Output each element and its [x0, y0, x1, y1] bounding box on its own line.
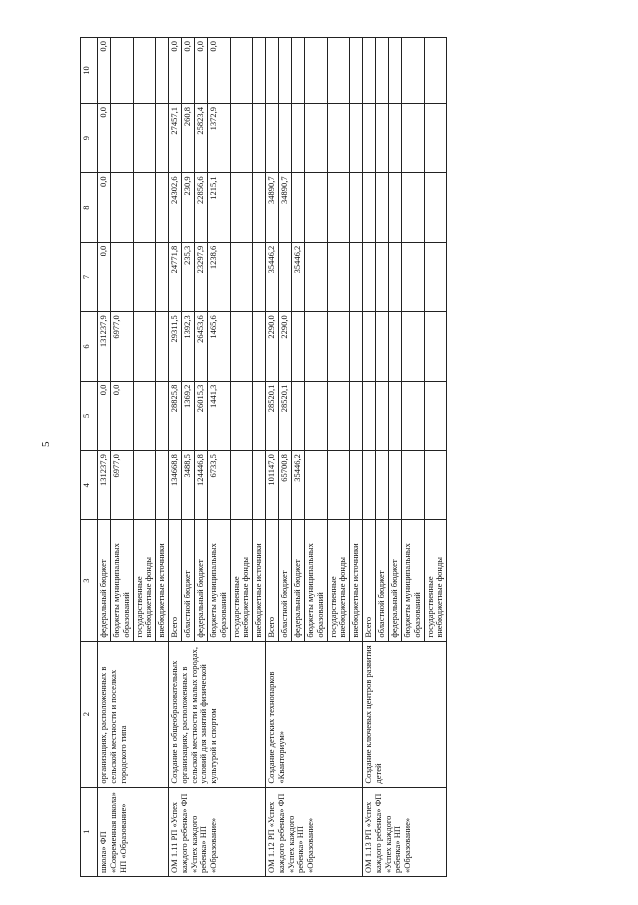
amount-cell — [376, 381, 389, 450]
amount-cell — [327, 451, 350, 520]
amount-cell: 260,8 — [182, 103, 195, 172]
amount-cell — [156, 381, 169, 450]
amount-cell — [133, 381, 156, 450]
funding-source-cell: федеральный бюджет — [292, 520, 305, 641]
amount-cell: 0,0 — [111, 381, 134, 450]
amount-cell — [253, 103, 266, 172]
funding-source-cell: областной бюджет — [376, 520, 389, 641]
amount-cell — [292, 38, 305, 104]
column-header: 1 — [81, 787, 98, 876]
amount-cell: 134668,8 — [169, 451, 182, 520]
amount-cell — [230, 173, 253, 242]
amount-cell: 24302,6 — [169, 173, 182, 242]
amount-cell — [156, 38, 169, 104]
amount-cell — [230, 242, 253, 311]
amount-cell — [402, 451, 425, 520]
measure-name-cell: Создание детских технопарков «Кванториум» — [266, 641, 363, 787]
amount-cell — [279, 242, 292, 311]
amount-cell — [156, 451, 169, 520]
amount-cell — [292, 173, 305, 242]
amount-cell: 23297,9 — [195, 242, 208, 311]
funding-source-cell: бюджеты муниципальных образований — [208, 520, 231, 641]
amount-cell: 1369,2 — [182, 381, 195, 450]
column-header: 5 — [81, 381, 98, 450]
amount-cell: 1441,3 — [208, 381, 231, 450]
amount-cell — [350, 103, 363, 172]
measure-name-cell: организациях, расположенных в сельской местности и поселках городского типа — [98, 641, 169, 787]
amount-cell: 65700,8 — [279, 451, 292, 520]
amount-cell — [327, 242, 350, 311]
amount-cell — [230, 38, 253, 104]
amount-cell: 26015,3 — [195, 381, 208, 450]
amount-cell — [327, 173, 350, 242]
funding-source-cell: Всего — [169, 520, 182, 641]
amount-cell: 124446,8 — [195, 451, 208, 520]
funding-source-cell: Всего — [266, 520, 279, 641]
amount-cell: 6977,0 — [111, 312, 134, 381]
amount-cell: 0,0 — [208, 38, 231, 104]
amount-cell: 131237,9 — [98, 312, 111, 381]
amount-cell — [266, 103, 279, 172]
amount-cell: 235,3 — [182, 242, 195, 311]
measure-code-cell: школа» ФП «Современная школа» НП «Образование» — [98, 787, 169, 876]
amount-cell — [156, 103, 169, 172]
funding-source-cell: бюджеты муниципальных образований — [111, 520, 134, 641]
amount-cell — [292, 381, 305, 450]
column-header: 4 — [81, 451, 98, 520]
amount-cell: 34890,7 — [266, 173, 279, 242]
amount-cell — [363, 173, 376, 242]
amount-cell — [424, 103, 447, 172]
amount-cell: 35446,2 — [292, 242, 305, 311]
funding-source-cell: внебюджетные источники — [350, 520, 363, 641]
column-header: 3 — [81, 520, 98, 641]
amount-cell — [389, 173, 402, 242]
amount-cell — [279, 103, 292, 172]
amount-cell — [279, 38, 292, 104]
amount-cell — [376, 173, 389, 242]
amount-cell: 1392,3 — [182, 312, 195, 381]
amount-cell — [111, 242, 134, 311]
amount-cell — [305, 451, 328, 520]
amount-cell — [402, 381, 425, 450]
amount-cell — [376, 38, 389, 104]
amount-cell — [402, 173, 425, 242]
amount-cell — [305, 38, 328, 104]
funding-source-cell: федеральный бюджет — [389, 520, 402, 641]
amount-cell — [133, 38, 156, 104]
amount-cell — [376, 451, 389, 520]
funding-source-cell: бюджеты муниципальных образований — [402, 520, 425, 641]
amount-cell — [253, 381, 266, 450]
table-row — [169, 38, 182, 877]
amount-cell — [292, 103, 305, 172]
amount-cell — [327, 312, 350, 381]
amount-cell: 28520,1 — [266, 381, 279, 450]
amount-cell — [350, 312, 363, 381]
amount-cell: 0,0 — [98, 381, 111, 450]
amount-cell: 0,0 — [195, 38, 208, 104]
amount-cell — [376, 242, 389, 311]
amount-cell — [363, 381, 376, 450]
funding-source-cell: внебюджетные источники — [253, 520, 266, 641]
funding-source-cell: внебюджетные источники — [156, 520, 169, 641]
measure-name-cell: Создание ключевых центров развития детей — [363, 641, 447, 787]
measure-name-cell: Создание в общеобразовательных организациях, расположенных в сельской местности и малых городах, условий для занятий физической культурой и спортом — [169, 641, 266, 787]
amount-cell — [389, 103, 402, 172]
amount-cell: 6733,5 — [208, 451, 231, 520]
amount-cell — [363, 242, 376, 311]
amount-cell — [350, 173, 363, 242]
amount-cell — [389, 242, 402, 311]
amount-cell — [253, 312, 266, 381]
amount-cell: 1238,6 — [208, 242, 231, 311]
amount-cell — [305, 312, 328, 381]
column-header: 10 — [81, 38, 98, 104]
amount-cell — [363, 451, 376, 520]
budget-table — [80, 37, 447, 877]
amount-cell: 6977,0 — [111, 451, 134, 520]
amount-cell — [424, 242, 447, 311]
funding-source-cell: бюджеты муниципальных образований — [305, 520, 328, 641]
table-body — [98, 38, 447, 877]
amount-cell — [389, 312, 402, 381]
table-row — [363, 38, 376, 877]
amount-cell: 0,0 — [98, 173, 111, 242]
amount-cell — [327, 38, 350, 104]
funding-source-cell: областной бюджет — [182, 520, 195, 641]
amount-cell — [402, 312, 425, 381]
amount-cell — [389, 451, 402, 520]
column-header: 7 — [81, 242, 98, 311]
amount-cell — [327, 103, 350, 172]
amount-cell — [389, 38, 402, 104]
amount-cell — [350, 38, 363, 104]
amount-cell — [133, 242, 156, 311]
amount-cell — [389, 381, 402, 450]
column-header: 8 — [81, 173, 98, 242]
amount-cell — [156, 312, 169, 381]
amount-cell — [230, 103, 253, 172]
amount-cell — [363, 103, 376, 172]
amount-cell — [133, 103, 156, 172]
amount-cell: 25823,4 — [195, 103, 208, 172]
amount-cell: 2290,0 — [266, 312, 279, 381]
amount-cell: 101147,0 — [266, 451, 279, 520]
table-row — [266, 38, 279, 877]
amount-cell — [111, 173, 134, 242]
funding-source-cell: государственные внебюджетные фонды — [133, 520, 156, 641]
funding-source-cell: областной бюджет — [279, 520, 292, 641]
page-number: 5 — [40, 441, 52, 447]
amount-cell: 0,0 — [182, 38, 195, 104]
amount-cell — [363, 38, 376, 104]
amount-cell — [230, 451, 253, 520]
amount-cell — [266, 38, 279, 104]
column-header: 6 — [81, 312, 98, 381]
amount-cell — [133, 173, 156, 242]
amount-cell: 0,0 — [169, 38, 182, 104]
amount-cell — [133, 451, 156, 520]
amount-cell: 28825,8 — [169, 381, 182, 450]
header-row — [81, 38, 98, 877]
amount-cell — [230, 381, 253, 450]
amount-cell — [350, 451, 363, 520]
amount-cell — [111, 38, 134, 104]
amount-cell — [292, 312, 305, 381]
amount-cell — [305, 103, 328, 172]
amount-cell — [327, 381, 350, 450]
amount-cell: 35446,2 — [292, 451, 305, 520]
funding-source-cell: государственные внебюджетные фонды — [327, 520, 350, 641]
amount-cell — [305, 381, 328, 450]
amount-cell — [230, 312, 253, 381]
amount-cell — [156, 173, 169, 242]
amount-cell — [424, 312, 447, 381]
amount-cell: 1215,1 — [208, 173, 231, 242]
amount-cell: 29311,5 — [169, 312, 182, 381]
amount-cell: 230,9 — [182, 173, 195, 242]
amount-cell: 24771,8 — [169, 242, 182, 311]
amount-cell — [133, 312, 156, 381]
amount-cell — [424, 451, 447, 520]
amount-cell: 0,0 — [98, 103, 111, 172]
amount-cell — [424, 173, 447, 242]
amount-cell — [111, 103, 134, 172]
amount-cell: 131237,9 — [98, 451, 111, 520]
funding-source-cell: Всего — [363, 520, 376, 641]
amount-cell — [363, 312, 376, 381]
measure-code-cell: ОМ 1.11 РП «Успех каждого ребенка» ФП «Успех каждого ребенка» НП «Образование» — [169, 787, 266, 876]
column-header: 2 — [81, 641, 98, 787]
amount-cell: 26453,6 — [195, 312, 208, 381]
amount-cell — [253, 242, 266, 311]
amount-cell: 0,0 — [98, 38, 111, 104]
amount-cell: 1465,6 — [208, 312, 231, 381]
amount-cell — [402, 103, 425, 172]
rotated-table-container — [80, 37, 632, 877]
funding-source-cell: государственные внебюджетные фонды — [230, 520, 253, 641]
amount-cell — [350, 381, 363, 450]
funding-source-cell: государственные внебюджетные фонды — [424, 520, 447, 641]
funding-source-cell: федеральный бюджет — [195, 520, 208, 641]
measure-code-cell: ОМ 1.12 РП «Успех каждого ребенка» ФП «Успех каждого ребенка» НП «Образование» — [266, 787, 363, 876]
amount-cell — [376, 312, 389, 381]
amount-cell — [156, 242, 169, 311]
amount-cell — [253, 451, 266, 520]
amount-cell: 28520,1 — [279, 381, 292, 450]
amount-cell: 34890,7 — [279, 173, 292, 242]
amount-cell — [424, 38, 447, 104]
amount-cell — [424, 381, 447, 450]
amount-cell — [402, 242, 425, 311]
amount-cell — [402, 38, 425, 104]
amount-cell — [253, 38, 266, 104]
measure-code-cell: ОМ 1.13 РП «Успех каждого ребенка» ФП «Успех каждого ребенка» НП «Образование» — [363, 787, 447, 876]
table-row — [98, 38, 111, 877]
amount-cell: 27457,1 — [169, 103, 182, 172]
amount-cell — [376, 103, 389, 172]
amount-cell — [350, 242, 363, 311]
amount-cell: 35446,2 — [266, 242, 279, 311]
column-header: 9 — [81, 103, 98, 172]
amount-cell: 0,0 — [98, 242, 111, 311]
funding-source-cell: федеральный бюджет — [98, 520, 111, 641]
amount-cell: 2290,0 — [279, 312, 292, 381]
amount-cell: 1372,9 — [208, 103, 231, 172]
amount-cell — [305, 242, 328, 311]
amount-cell: 3488,5 — [182, 451, 195, 520]
amount-cell — [253, 173, 266, 242]
amount-cell — [305, 173, 328, 242]
amount-cell: 22856,6 — [195, 173, 208, 242]
